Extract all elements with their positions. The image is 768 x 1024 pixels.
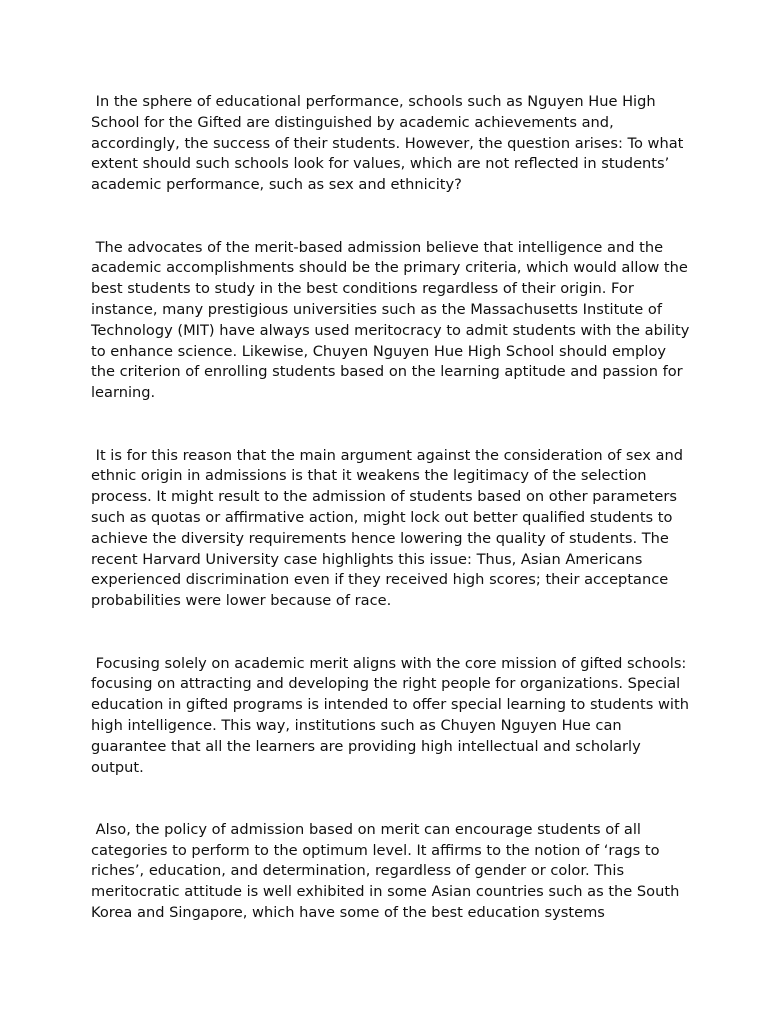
- document-body: [91, 92, 695, 924]
- paragraph-merit-advocates: The advocates of the merit-based admission believe that intelligence and the academic accomplishments should be the primary criteria, which would allow the best students to study in the best conditions regardless of their origin. For instance, many prestigious universities such as the Massachusetts Institute of Technology (MIT) have always used meritocracy to admit students with the ability to enhance science. Likewise, Chuyen Nguyen Hue High School should employ the criterion of enrolling students based on the learning aptitude and passion for learning.: [91, 238, 695, 402]
- paragraph-intro: In the sphere of educational performance, schools such as Nguyen Hue High School for the Gifted are distinguished by academic achievements and, accordingly, the success of their students. However, the question arises: To what extent should such schools look for values, which are not reflected in students’ academic performance, such as sex and ethnicity?: [91, 93, 689, 194]
- paragraph-encourage-students: Also, the policy of admission based on merit can encourage students of all categories to perform to the optimum level. It affirms to the notion of ‘rags to riches’, education, and determination, regardless of gender or color. This meritocratic attitude is well exhibited in some Asian countries such as the South Korea and Singapore, which have some of the best education systems: [91, 820, 684, 922]
- paragraph-legitimacy-argument: It is for this reason that the main argument against the consideration of sex and ethnic origin in admissions is that it weakens the legitimacy of the selection process. It might result to the admission of students based on other parameters such as quotas or affirmative action, might lock out better qualified students to achieve the diversity requirements hence lowering the quality of students. The recent Harvard University case highlights this issue: Thus, Asian Americans experienced discrimination even if they received high scores; their acceptance probabilities were lower because of race.: [91, 446, 688, 610]
- paragraph-core-mission: Focusing solely on academic merit aligns with the core mission of gifted schools: focusing on attracting and developing the right people for organizations. Special education in gifted programs is intended to offer special learning to students with high intelligence. This way, institutions such as Chuyen Nguyen Hue can guarantee that all the learners are providing high intellectual and scholarly output.: [91, 654, 694, 776]
